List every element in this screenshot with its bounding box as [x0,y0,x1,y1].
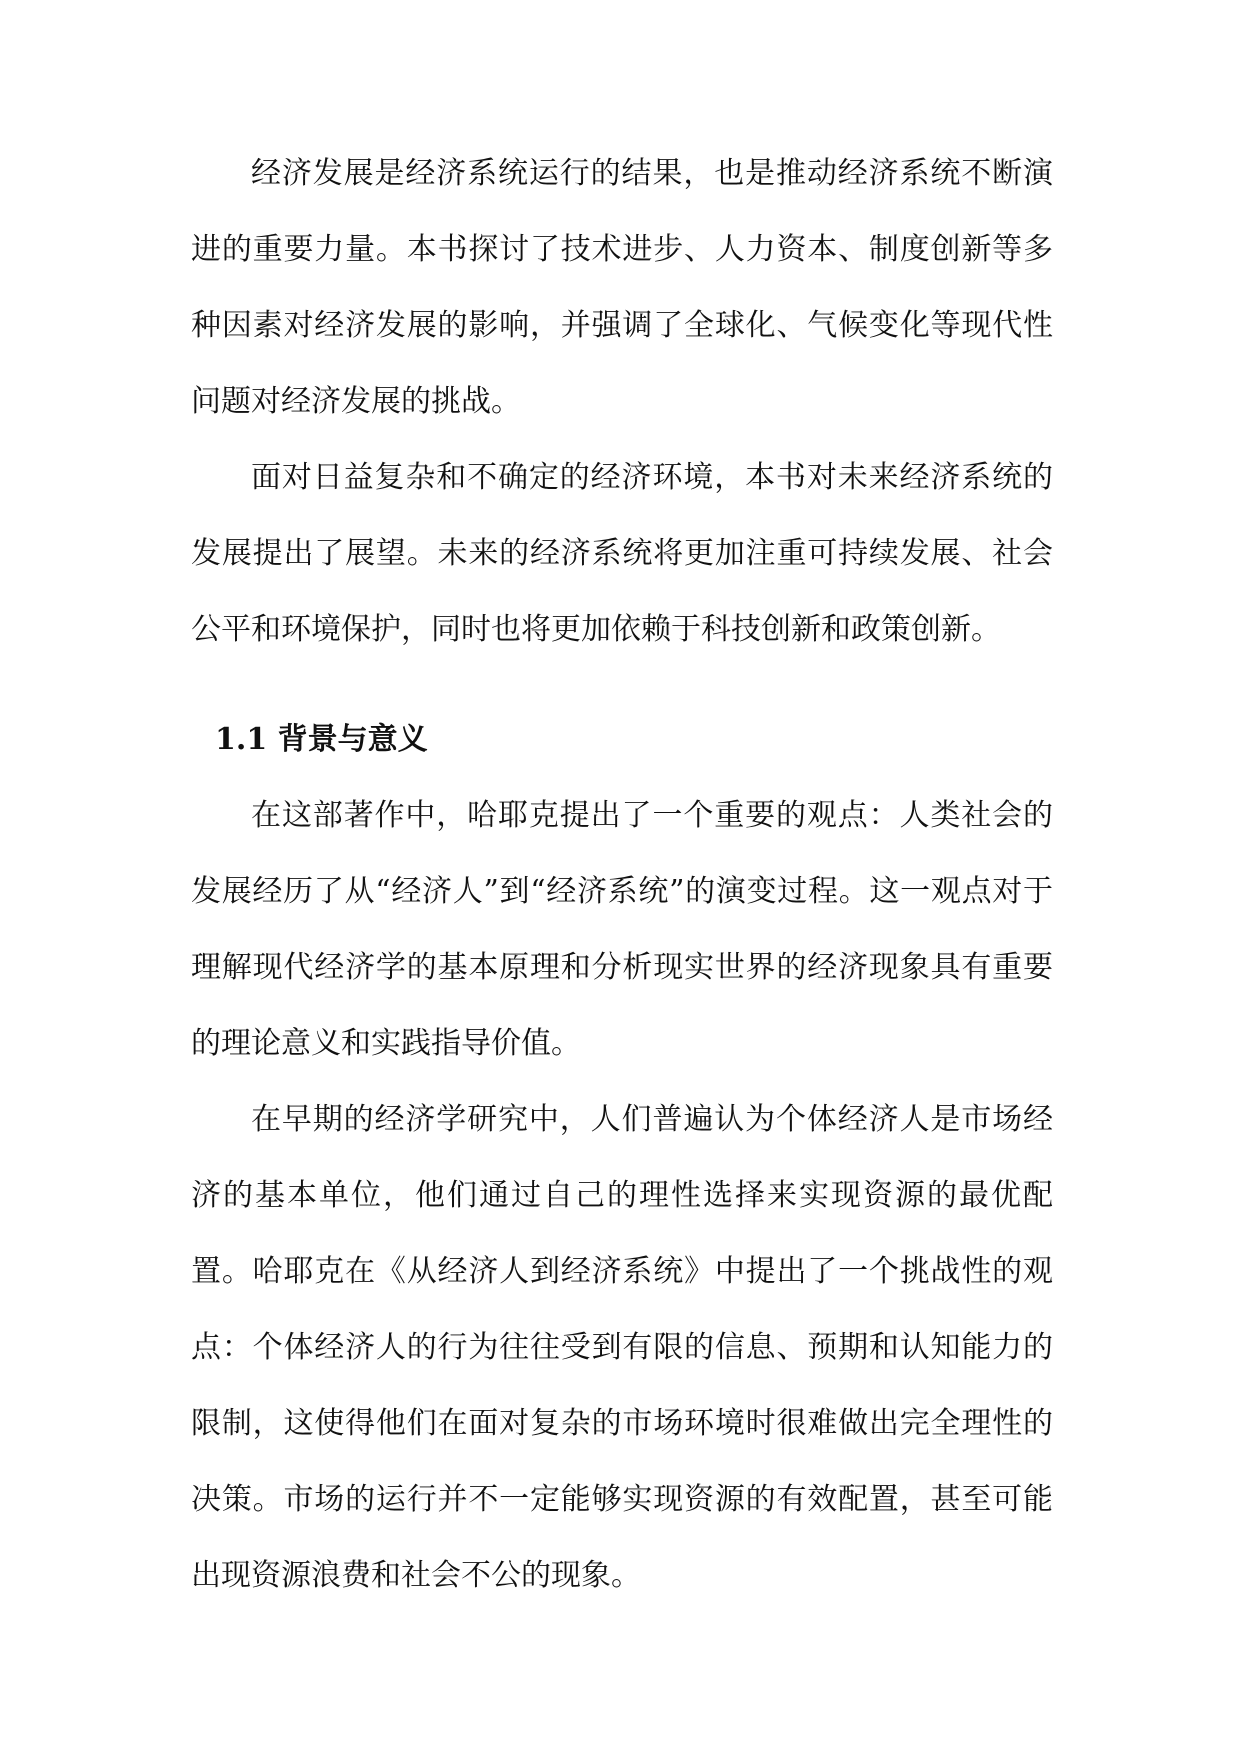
paragraph-economic-development: 经济发展是经济系统运行的结果，也是推动经济系统不断演进的重要力量。本书探讨了技术进步、人力资本、制度创新等多种因素对经济发展的影响，并强调了全球化、气候变化等现代性问题对经济发展的挑战。 [191,156,1053,419]
paragraph-future-outlook: 面对日益复杂和不确定的经济环境，本书对未来经济系统的发展提出了展望。未来的经济系统将更加注重可持续发展、社会公平和环境保护，同时也将更加依赖于科技创新和政策创新。 [191,460,1053,647]
paragraph-hayek-viewpoint: 在这部著作中，哈耶克提出了一个重要的观点：人类社会的发展经历了从“经济人”到“经济系统”的演变过程。这一观点对于理解现代经济学的基本原理和分析现实世界的经济现象具有重要的理论意义和实践指导价值。 [191,798,1053,1061]
section-heading: 1.1 背景与意义 [215,722,428,757]
paragraph-early-economics: 在早期的经济学研究中，人们普遍认为个体经济人是市场经济的基本单位，他们通过自己的理性选择来实现资源的最优配置。哈耶克在《从经济人到经济系统》中提出了一个挑战性的观点：个体经济人的行为往往受到有限的信息、预期和认知能力的限制，这使得他们在面对复杂的市场环境时很难做出完全理性的决策。市场的运行并不一定能够实现资源的有效配置，甚至可能出现资源浪费和社会不公的现象。 [191,1102,1053,1593]
